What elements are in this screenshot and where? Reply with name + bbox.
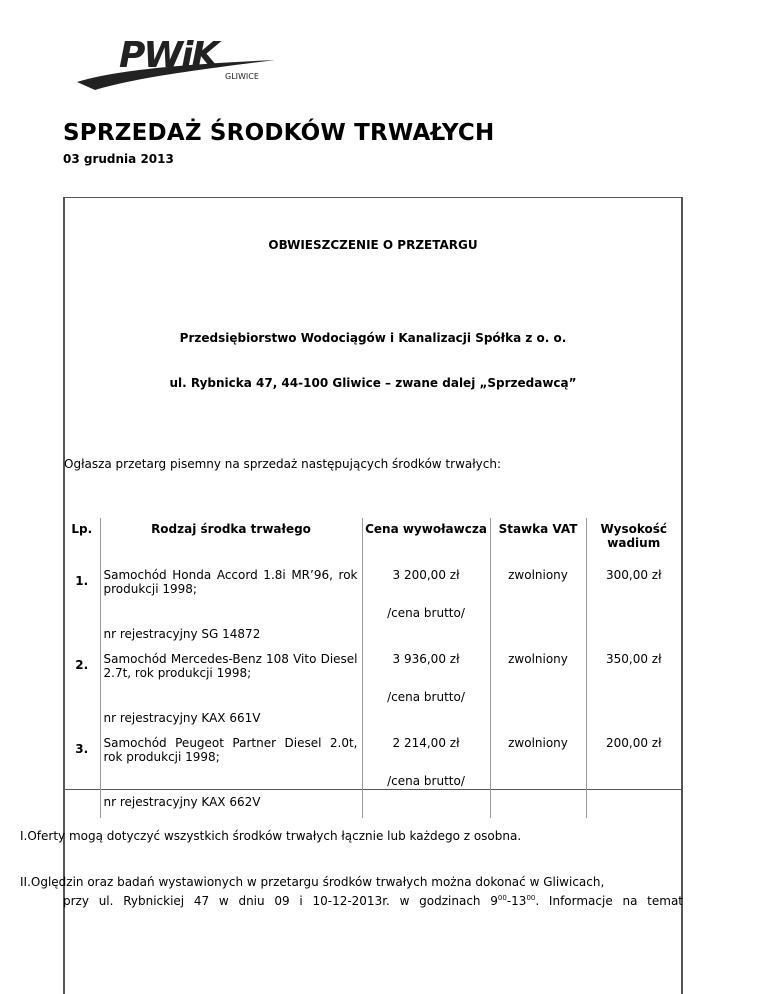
header-deposit: Wysokość wadium xyxy=(586,518,681,566)
registration-number: nr rejestracyjny SG 14872 xyxy=(103,627,261,641)
clause-viewing-line2 xyxy=(20,892,683,911)
company-address: ul. Rybnicka 47, 44-100 Gliwice – zwane dalej „Sprzedawcą” xyxy=(169,376,577,390)
row-number: 3. xyxy=(75,742,89,756)
header-vat-rate: Stawka VAT xyxy=(490,518,586,566)
price-cell xyxy=(362,566,490,650)
company-name: Przedsiębiorstwo Wodociągów i Kanalizacji Spółka z o. o. xyxy=(179,331,567,345)
vat-rate: zwolniony xyxy=(490,566,586,650)
vat-rate: zwolniony xyxy=(490,650,586,734)
price-cell xyxy=(362,734,490,818)
page-title: SPRZEDAŻ ŚRODKÓW TRWAŁYCH xyxy=(63,120,495,146)
assets-table xyxy=(64,518,681,818)
frame-top-line xyxy=(63,197,683,198)
clause-offers: I.Oferty mogą dotyczyć wszystkich środków trwałych łącznie lub każdego z osobna. xyxy=(20,829,522,843)
page-date: 03 grudnia 2013 xyxy=(63,152,174,166)
asset-name: Samochód Mercedes-Benz 108 Vito Diesel 2.7t, rok produkcji 1998; xyxy=(103,652,358,680)
deposit-amount: 300,00 zł xyxy=(586,566,681,650)
table-row xyxy=(64,734,681,818)
asset-description xyxy=(100,650,362,734)
registration-number: nr rejestracyjny KAX 661V xyxy=(103,711,261,725)
table-row xyxy=(64,650,681,734)
viewing-hour-end: -13 xyxy=(506,894,527,908)
header-lp: Lp. xyxy=(71,522,93,536)
starting-price: 3 200,00 zł xyxy=(392,568,460,582)
viewing-text-b: . Informacje na temat xyxy=(535,894,684,908)
header-asset-type: Rodzaj środka trwałego xyxy=(100,518,362,566)
price-cell xyxy=(362,650,490,734)
asset-description xyxy=(100,566,362,650)
price-note: /cena brutto/ xyxy=(387,606,465,620)
viewing-text-a: przy ul. Rybnickiej 47 w dniu 09 i 10-12-2013r. w godzinach 9 xyxy=(63,894,498,908)
logo-subtext: GLIWICE xyxy=(225,72,259,81)
clause-viewing xyxy=(20,873,683,911)
deposit-amount: 200,00 zł xyxy=(586,734,681,818)
asset-name: Samochód Honda Accord 1.8i MR’96, rok produkcji 1998; xyxy=(103,568,358,596)
starting-price: 3 936,00 zł xyxy=(392,652,460,666)
table-row xyxy=(64,566,681,650)
pwik-logo xyxy=(75,30,280,92)
registration-number: nr rejestracyjny KAX 662V xyxy=(103,795,261,809)
viewing-hour-end-sup: 00 xyxy=(526,894,536,902)
table-header-row xyxy=(64,518,681,566)
row-number: 2. xyxy=(75,658,89,672)
notice-heading: OBWIESZCZENIE O PRZETARGU xyxy=(268,238,478,252)
logo-text: PWiK xyxy=(119,35,218,76)
vat-rate: zwolniony xyxy=(490,734,586,818)
deposit-amount: 350,00 zł xyxy=(586,650,681,734)
asset-description xyxy=(100,734,362,818)
viewing-hour-start-sup: 00 xyxy=(497,894,507,902)
price-note: /cena brutto/ xyxy=(387,774,465,788)
row-number: 1. xyxy=(75,574,89,588)
asset-name: Samochód Peugeot Partner Diesel 2.0t, rok produkcji 1998; xyxy=(103,736,358,764)
price-note: /cena brutto/ xyxy=(387,690,465,704)
clause-viewing-line1: II.Oględzin oraz badań wystawionych w przetargu środków trwałych można dokonać w Gliwicach, xyxy=(20,875,605,889)
starting-price: 2 214,00 zł xyxy=(392,736,460,750)
header-starting-price: Cena wywoławcza xyxy=(362,518,490,566)
intro-text: Ogłasza przetarg pisemny na sprzedaż następujących środków trwałych: xyxy=(64,457,501,471)
